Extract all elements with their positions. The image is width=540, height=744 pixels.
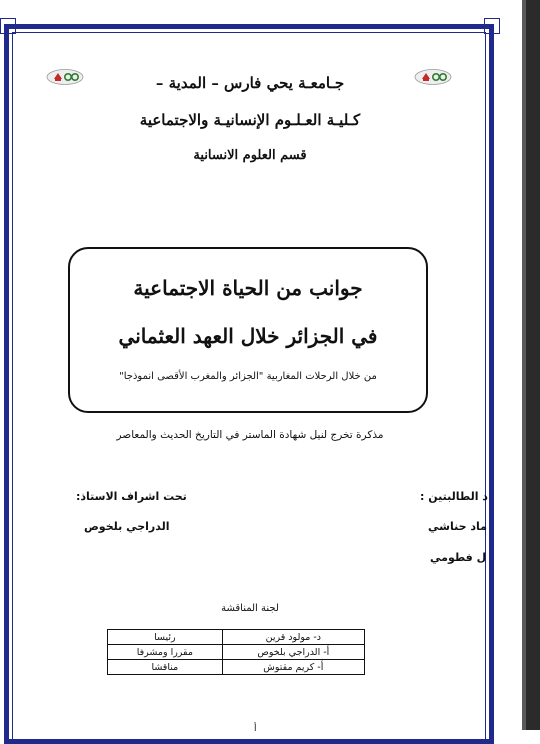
supervisor-name: الدراجي بلخوص (84, 520, 170, 533)
supervision-label: تحت اشراف الاستاذ: (76, 490, 187, 503)
border-corner-ornament (0, 18, 16, 34)
student-name: ل فطومي (430, 551, 487, 564)
university-name: جـامعـة يحي فارس – المدية – (155, 74, 345, 92)
committee-member-name: أ- كريم مقتوش (222, 660, 364, 675)
committee-member-role: رئيسا (108, 630, 223, 645)
table-row (108, 660, 365, 675)
student-name: ماد حناشي (428, 520, 487, 533)
committee-table (107, 629, 365, 675)
committee-title: لجنة المناقشة (221, 603, 279, 614)
footer-mark: أ (254, 724, 257, 734)
committee-member-name: أ- الدراجي بلخوص (222, 645, 364, 660)
department-name: قسم العلوم الانسانية (193, 148, 307, 163)
committee-member-name: د- مولود قرين (222, 630, 364, 645)
thesis-subtitle: من خلال الرحلات المغاربية "الجزائر والمغرب الأقصى انموذجا" (119, 371, 377, 382)
viewer-scroll-area[interactable] (522, 0, 540, 730)
viewer-scroll-edge (522, 0, 526, 730)
memo-description: مذكرة تخرج لنيل شهادة الماستر في التاريخ الحديث والمعاصر (116, 429, 384, 441)
committee-member-role: مناقشا (108, 660, 223, 675)
table-row (108, 645, 365, 660)
thesis-title-line1: جوانب من الحياة الاجتماعية (133, 276, 363, 300)
students-label: د الطالبتين : (420, 490, 488, 503)
thesis-title-line2: في الجزائر خلال العهد العثماني (118, 324, 378, 348)
faculty-name: كـليـة العـلـوم الإنسانيـة والاجتماعية (139, 111, 361, 129)
table-row (108, 630, 365, 645)
border-corner-ornament (484, 18, 500, 34)
committee-member-role: مقررا ومشرفا (108, 645, 223, 660)
